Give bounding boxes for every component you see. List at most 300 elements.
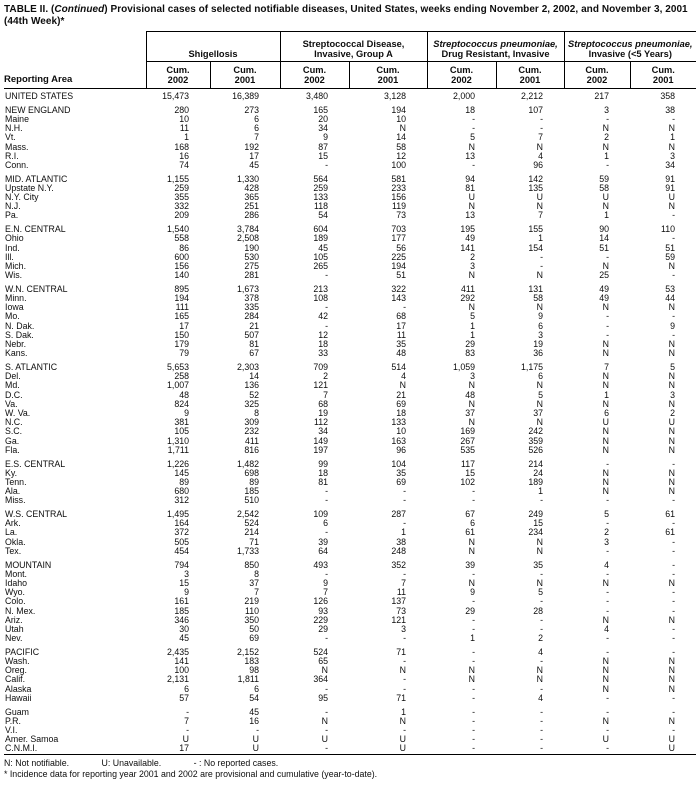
value-cell: 604 bbox=[313, 224, 328, 235]
reporting-area-cell: Okla. bbox=[5, 536, 26, 547]
reporting-area-cell: Mass. bbox=[5, 141, 29, 152]
value-cell: - bbox=[672, 646, 676, 657]
column-group-row bbox=[4, 32, 696, 62]
value-cell: - bbox=[672, 458, 676, 469]
reporting-area-cell: Wyo. bbox=[5, 587, 25, 598]
value-cell: 18 bbox=[318, 467, 328, 478]
value-cell: - bbox=[606, 113, 610, 124]
value-cell: - bbox=[325, 706, 328, 717]
value-cell: - bbox=[325, 270, 328, 281]
group-label-line1: Streptococcus pneumoniae, bbox=[568, 39, 693, 49]
reporting-area-cell: Tenn. bbox=[5, 476, 27, 487]
value-cell: 52 bbox=[249, 389, 259, 400]
value-cell: 350 bbox=[244, 614, 259, 625]
value-cell: 335 bbox=[244, 302, 259, 313]
table-row bbox=[4, 726, 696, 735]
value-cell: 73 bbox=[396, 605, 406, 616]
value-cell: 6 bbox=[254, 123, 259, 134]
value-cell: 1,711 bbox=[167, 444, 189, 455]
reporting-area-cell: Wis. bbox=[5, 270, 23, 281]
value-cell: 365 bbox=[244, 192, 259, 203]
table-row bbox=[4, 184, 696, 193]
value-cell: 142 bbox=[528, 173, 544, 184]
value-cell: 150 bbox=[174, 329, 189, 340]
reporting-area-cell: C.N.M.I. bbox=[5, 743, 38, 754]
value-cell: - bbox=[472, 113, 475, 124]
value-cell: N bbox=[668, 476, 676, 487]
value-cell: 286 bbox=[244, 210, 259, 221]
value-cell: 16 bbox=[249, 715, 259, 726]
value-cell: N bbox=[602, 665, 610, 676]
value-cell: - bbox=[325, 320, 328, 331]
value-cell: 35 bbox=[396, 339, 406, 350]
value-cell: N bbox=[536, 674, 544, 685]
value-cell: 3 bbox=[538, 329, 544, 340]
value-cell: 64 bbox=[318, 545, 328, 556]
table-row bbox=[4, 340, 696, 349]
value-cell: - bbox=[672, 270, 676, 281]
value-cell: N bbox=[668, 426, 676, 437]
value-cell: 34 bbox=[318, 123, 328, 134]
value-cell: - bbox=[403, 495, 406, 506]
value-cell: N bbox=[602, 435, 610, 446]
value-cell: N bbox=[536, 398, 544, 409]
value-cell: 58 bbox=[396, 141, 406, 152]
value-cell: - bbox=[672, 536, 676, 547]
value-cell: 1,007 bbox=[166, 380, 189, 391]
value-cell: N bbox=[668, 614, 676, 625]
value-cell: N bbox=[668, 656, 676, 667]
value-cell: N bbox=[602, 141, 610, 152]
value-cell: 15 bbox=[318, 150, 328, 161]
value-cell: 524 bbox=[313, 646, 328, 657]
value-cell: 15 bbox=[179, 577, 189, 588]
value-cell: - bbox=[540, 614, 544, 625]
value-cell: - bbox=[325, 495, 328, 506]
value-cell: - bbox=[403, 725, 406, 735]
value-cell: 163 bbox=[391, 435, 406, 446]
value-cell: - bbox=[472, 596, 475, 607]
value-cell: N bbox=[668, 577, 676, 588]
value-cell: 6 bbox=[323, 518, 328, 529]
value-cell: 194 bbox=[391, 104, 406, 115]
value-cell: 3,784 bbox=[236, 224, 259, 235]
legend-not-notifiable: N: Not notifiable. bbox=[4, 757, 70, 768]
value-cell: - bbox=[472, 715, 475, 726]
reporting-area-cell: W. Va. bbox=[5, 408, 31, 418]
value-cell: 1 bbox=[470, 633, 475, 644]
value-cell: 155 bbox=[528, 224, 544, 235]
value-cell: N bbox=[536, 536, 544, 547]
value-cell: - bbox=[606, 458, 610, 469]
table-row bbox=[4, 101, 696, 115]
value-cell: 2 bbox=[604, 527, 610, 538]
reporting-area-cell: Upstate N.Y. bbox=[5, 182, 54, 193]
value-cell: N bbox=[668, 665, 676, 676]
value-cell: N bbox=[668, 260, 676, 271]
value-cell: 37 bbox=[249, 577, 259, 588]
reporting-area-cell: Md. bbox=[5, 380, 20, 391]
value-cell: 169 bbox=[460, 426, 475, 437]
value-cell: 2 bbox=[604, 132, 610, 143]
reporting-area-cell: Vt. bbox=[5, 132, 16, 143]
value-cell: N bbox=[536, 665, 544, 676]
value-cell: N bbox=[668, 302, 676, 313]
value-cell: - bbox=[403, 568, 406, 579]
value-cell: 9 bbox=[670, 320, 676, 331]
reporting-area-cell: Tex. bbox=[5, 545, 22, 556]
reporting-area-cell: Amer. Samoa bbox=[5, 734, 59, 745]
reporting-area-cell: Alaska bbox=[5, 683, 32, 694]
value-cell: 8 bbox=[254, 408, 259, 418]
value-cell: 4 bbox=[401, 371, 406, 382]
value-cell: 381 bbox=[174, 417, 189, 428]
value-cell: - bbox=[472, 734, 475, 745]
value-cell: 280 bbox=[174, 104, 189, 115]
value-cell: 209 bbox=[174, 210, 189, 221]
value-cell: 535 bbox=[460, 444, 475, 455]
value-cell: 45 bbox=[249, 706, 259, 717]
value-cell: - bbox=[325, 743, 328, 754]
reporting-area-cell: S. Dak. bbox=[5, 329, 34, 340]
value-cell: N bbox=[602, 577, 610, 588]
table-row bbox=[4, 170, 696, 184]
table-row bbox=[4, 735, 696, 744]
value-cell: - bbox=[325, 568, 328, 579]
legend-no-reported-cases: - : No reported cases. bbox=[193, 757, 279, 768]
value-cell: N bbox=[536, 302, 544, 313]
value-cell: 177 bbox=[391, 233, 406, 244]
value-cell: 29 bbox=[318, 623, 328, 634]
table-row bbox=[4, 271, 696, 280]
value-cell: N bbox=[468, 201, 475, 212]
value-cell: - bbox=[672, 725, 676, 735]
value-cell: - bbox=[540, 683, 544, 694]
value-cell: 1,310 bbox=[166, 435, 189, 446]
value-cell: N bbox=[668, 348, 676, 359]
reporting-area-cell: Colo. bbox=[5, 596, 26, 607]
table-row bbox=[4, 657, 696, 666]
table-row bbox=[4, 666, 696, 675]
value-cell: 71 bbox=[249, 536, 259, 547]
table-row bbox=[4, 161, 696, 170]
table-row bbox=[4, 400, 696, 409]
value-cell: 1,811 bbox=[237, 674, 259, 685]
value-cell: 251 bbox=[244, 201, 259, 212]
value-cell: 3 bbox=[184, 568, 189, 579]
value-cell: 1 bbox=[184, 132, 189, 143]
value-cell: 6 bbox=[604, 408, 610, 418]
reporting-area-cell: W.S. CENTRAL bbox=[5, 509, 68, 520]
value-cell: 4 bbox=[604, 623, 610, 634]
value-cell: 275 bbox=[244, 260, 259, 271]
reporting-area-cell: Iowa bbox=[5, 302, 24, 313]
reporting-area-cell: Ind. bbox=[5, 242, 20, 253]
value-cell: N bbox=[668, 141, 676, 152]
value-cell: 79 bbox=[179, 348, 189, 359]
value-cell: 71 bbox=[396, 646, 406, 657]
value-cell: - bbox=[606, 743, 610, 754]
value-cell: N bbox=[602, 444, 610, 455]
table-row bbox=[4, 152, 696, 161]
value-cell: N bbox=[399, 380, 406, 391]
value-cell: 38 bbox=[396, 536, 406, 547]
reporting-area-cell: MOUNTAIN bbox=[5, 559, 52, 570]
value-cell: 10 bbox=[179, 113, 189, 124]
value-cell: 154 bbox=[528, 242, 544, 253]
value-cell: 58 bbox=[599, 182, 610, 193]
title-line2: (44th Week)* bbox=[4, 15, 65, 27]
value-cell: 194 bbox=[174, 293, 189, 304]
value-cell: 2,000 bbox=[452, 91, 475, 101]
value-cell: N bbox=[536, 201, 544, 212]
value-cell: 14 bbox=[396, 132, 406, 143]
value-cell: 38 bbox=[665, 104, 676, 115]
value-cell: 2,131 bbox=[166, 674, 189, 685]
value-cell: - bbox=[325, 683, 328, 694]
table-row bbox=[4, 528, 696, 537]
value-cell: 179 bbox=[174, 339, 189, 350]
value-cell: N bbox=[602, 123, 610, 134]
column-group-strep-disease-group-a bbox=[280, 32, 427, 62]
value-cell: 1 bbox=[538, 486, 544, 497]
value-cell: 411 bbox=[460, 283, 475, 294]
table-row bbox=[4, 294, 696, 303]
reporting-area-cell: E.S. CENTRAL bbox=[5, 458, 66, 469]
value-cell: 364 bbox=[313, 674, 328, 685]
value-cell: 89 bbox=[249, 476, 259, 487]
value-cell: 42 bbox=[318, 311, 328, 322]
value-cell: 581 bbox=[391, 173, 406, 184]
value-cell: 67 bbox=[465, 509, 475, 520]
value-cell: 16,389 bbox=[232, 91, 259, 101]
cum-2002-header: Cum. 2002 bbox=[280, 62, 349, 89]
reporting-area-cell: Hawaii bbox=[5, 692, 32, 703]
value-cell: 9 bbox=[323, 132, 328, 143]
value-cell: 505 bbox=[174, 536, 189, 547]
value-cell: 89 bbox=[179, 476, 189, 487]
value-cell: 530 bbox=[244, 251, 259, 262]
table-row bbox=[4, 331, 696, 340]
value-cell: U bbox=[182, 734, 189, 745]
value-cell: 1 bbox=[470, 320, 475, 331]
value-cell: 794 bbox=[174, 559, 189, 570]
value-cell: - bbox=[325, 527, 328, 538]
value-cell: N bbox=[536, 270, 544, 281]
value-cell: 3,480 bbox=[305, 91, 328, 101]
value-cell: 34 bbox=[318, 426, 328, 437]
value-cell: 258 bbox=[174, 371, 189, 382]
value-cell: 1,540 bbox=[166, 224, 189, 235]
reporting-area-cell: Del. bbox=[5, 371, 21, 382]
value-cell: 54 bbox=[318, 210, 328, 221]
value-cell: N bbox=[602, 486, 610, 497]
reporting-area-cell: Ill. bbox=[5, 251, 14, 262]
reporting-area-cell: Wash. bbox=[5, 656, 30, 667]
value-cell: 86 bbox=[179, 242, 189, 253]
value-cell: - bbox=[540, 725, 544, 735]
value-cell: 1 bbox=[401, 706, 406, 717]
value-cell: 25 bbox=[599, 270, 610, 281]
value-cell: - bbox=[472, 683, 475, 694]
value-cell: - bbox=[672, 596, 676, 607]
reporting-area-cell: Oreg. bbox=[5, 665, 28, 676]
reporting-area-cell: E.N. CENTRAL bbox=[5, 224, 66, 235]
value-cell: - bbox=[325, 486, 328, 497]
value-cell: - bbox=[472, 656, 475, 667]
value-cell: 3 bbox=[670, 389, 676, 400]
value-cell: 4 bbox=[538, 150, 544, 161]
value-cell: N bbox=[602, 476, 610, 487]
reporting-area-cell: Ohio bbox=[5, 233, 24, 244]
table-row bbox=[4, 469, 696, 478]
title-prefix: TABLE II. ( bbox=[4, 4, 55, 15]
value-cell: U bbox=[602, 192, 610, 203]
value-cell: 68 bbox=[396, 311, 406, 322]
value-cell: 73 bbox=[396, 210, 406, 221]
table-row bbox=[4, 685, 696, 694]
value-cell: N bbox=[468, 536, 475, 547]
cum-2001-header: Cum. 2001 bbox=[496, 62, 564, 89]
value-cell: 9 bbox=[184, 408, 189, 418]
reporting-area-cell: Kans. bbox=[5, 348, 28, 359]
value-cell: 141 bbox=[174, 656, 189, 667]
value-cell: - bbox=[606, 329, 610, 340]
value-cell: - bbox=[403, 486, 406, 497]
value-cell: 118 bbox=[313, 201, 328, 212]
value-cell: - bbox=[606, 596, 610, 607]
reporting-area-cell: Ark. bbox=[5, 518, 21, 529]
value-cell: 2 bbox=[470, 251, 475, 262]
value-cell: 94 bbox=[465, 173, 475, 184]
value-cell: 2,508 bbox=[236, 233, 259, 244]
value-cell: 168 bbox=[174, 141, 189, 152]
value-cell: - bbox=[472, 692, 475, 703]
value-cell: 56 bbox=[396, 242, 406, 253]
reporting-area-cell: Ky. bbox=[5, 467, 18, 478]
value-cell: 17 bbox=[249, 150, 259, 161]
value-cell: N bbox=[468, 380, 475, 391]
table-row bbox=[4, 312, 696, 321]
value-cell: 2 bbox=[538, 633, 544, 644]
value-cell: - bbox=[672, 587, 676, 598]
value-cell: - bbox=[540, 251, 544, 262]
value-cell: - bbox=[540, 734, 544, 745]
value-cell: N bbox=[468, 141, 475, 152]
reporting-area-cell: Utah bbox=[5, 623, 24, 634]
table-body bbox=[4, 89, 696, 755]
value-cell: - bbox=[325, 302, 328, 313]
value-cell: N bbox=[668, 380, 676, 391]
value-cell: 3 bbox=[670, 150, 676, 161]
value-cell: 110 bbox=[661, 224, 676, 235]
value-cell: 59 bbox=[599, 173, 610, 184]
reporting-area-cell: La. bbox=[5, 527, 18, 538]
table-row bbox=[4, 588, 696, 597]
value-cell: - bbox=[672, 545, 676, 556]
value-cell: 213 bbox=[313, 283, 328, 294]
value-cell: 510 bbox=[244, 495, 259, 506]
value-cell: 2 bbox=[670, 408, 676, 418]
cum-2001-header: Cum. 2001 bbox=[630, 62, 696, 89]
value-cell: N bbox=[668, 371, 676, 382]
value-cell: 133 bbox=[391, 417, 406, 428]
value-cell: 11 bbox=[396, 587, 406, 598]
value-cell: - bbox=[540, 596, 544, 607]
value-cell: 1 bbox=[670, 132, 676, 143]
value-cell: 372 bbox=[174, 527, 189, 538]
table-row bbox=[4, 570, 696, 579]
value-cell: 325 bbox=[244, 398, 259, 409]
value-cell: 131 bbox=[528, 283, 544, 294]
value-cell: 69 bbox=[396, 398, 406, 409]
cum-2002-header: Cum. 2002 bbox=[427, 62, 496, 89]
value-cell: 5 bbox=[470, 311, 475, 322]
value-cell: 13 bbox=[465, 210, 475, 221]
value-cell: 2 bbox=[323, 371, 328, 382]
value-cell: 99 bbox=[318, 458, 328, 469]
column-group-pneumoniae-drug-resistant bbox=[427, 32, 564, 62]
value-cell: 44 bbox=[665, 293, 676, 304]
value-cell: 45 bbox=[318, 242, 328, 253]
value-cell: - bbox=[540, 113, 544, 124]
value-cell: 1 bbox=[604, 210, 610, 221]
value-cell: 14 bbox=[249, 371, 259, 382]
table-row bbox=[4, 538, 696, 547]
value-cell: N bbox=[536, 141, 544, 152]
value-cell: 35 bbox=[533, 559, 544, 570]
value-cell: - bbox=[472, 568, 475, 579]
value-cell: 309 bbox=[244, 417, 259, 428]
value-cell: 165 bbox=[313, 104, 328, 115]
value-cell: - bbox=[672, 623, 676, 634]
value-cell: U bbox=[536, 192, 544, 203]
value-cell: 6 bbox=[254, 683, 259, 694]
value-cell: 54 bbox=[249, 692, 259, 703]
value-cell: 2,152 bbox=[236, 646, 259, 657]
title-line1 bbox=[4, 4, 694, 16]
table-row bbox=[4, 391, 696, 400]
value-cell: N bbox=[602, 467, 610, 478]
value-cell: 37 bbox=[533, 408, 544, 418]
value-cell: 35 bbox=[396, 467, 406, 478]
value-cell: 48 bbox=[465, 389, 475, 400]
value-cell: 18 bbox=[318, 339, 328, 350]
reporting-area-cell: Ala. bbox=[5, 486, 21, 497]
value-cell: 185 bbox=[174, 605, 189, 616]
reporting-area-cell: Pa. bbox=[5, 210, 19, 221]
table-row bbox=[4, 616, 696, 625]
value-cell: 69 bbox=[396, 476, 406, 487]
value-cell: - bbox=[672, 311, 676, 322]
value-cell: 273 bbox=[244, 104, 259, 115]
reporting-area-cell: R.I. bbox=[5, 150, 19, 161]
table-row bbox=[4, 519, 696, 528]
value-cell: 90 bbox=[599, 224, 610, 235]
value-cell: 411 bbox=[244, 435, 259, 446]
value-cell: 225 bbox=[391, 251, 406, 262]
table-row bbox=[4, 478, 696, 487]
value-cell: 7 bbox=[323, 587, 328, 598]
reporting-area-cell: N. Dak. bbox=[5, 320, 35, 331]
value-cell: 15 bbox=[533, 518, 544, 529]
value-cell: N bbox=[468, 270, 475, 281]
value-cell: 698 bbox=[244, 467, 259, 478]
value-cell: - bbox=[672, 329, 676, 340]
value-cell: 5 bbox=[538, 587, 544, 598]
value-cell: - bbox=[540, 715, 544, 726]
value-cell: U bbox=[602, 734, 610, 745]
